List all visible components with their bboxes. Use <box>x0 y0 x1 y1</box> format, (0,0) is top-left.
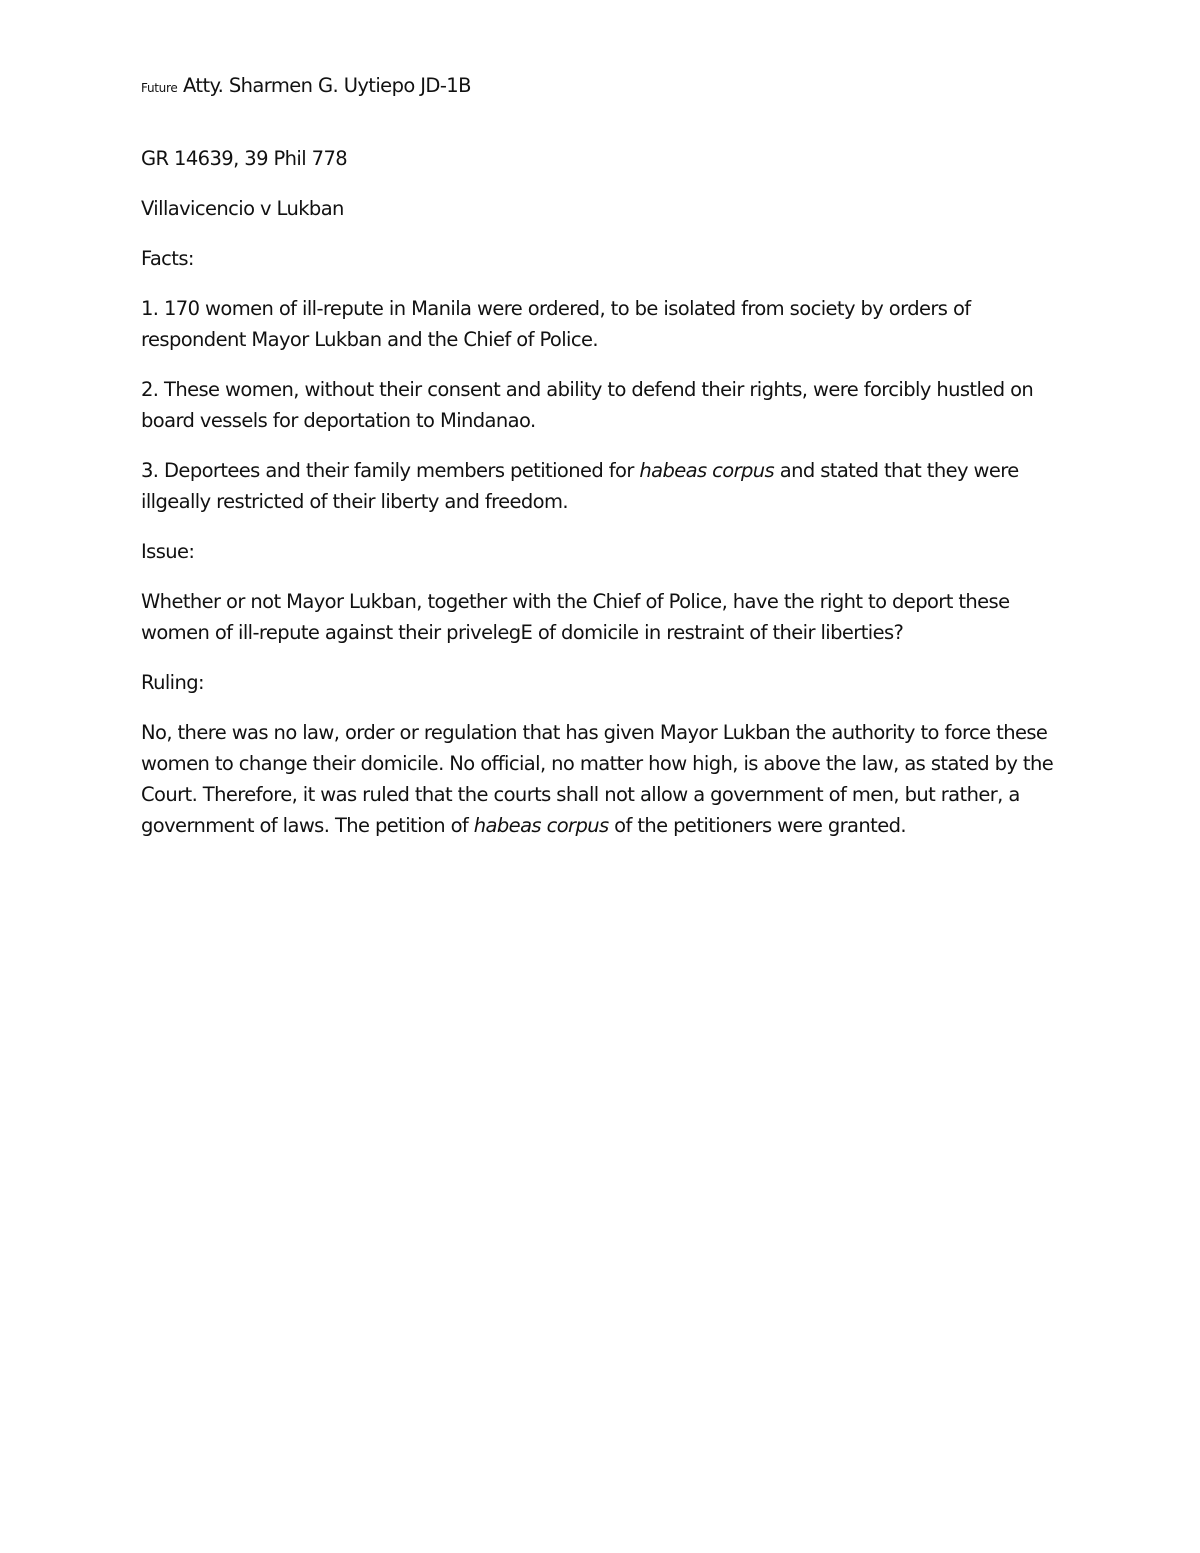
fact-item-3 <box>141 455 1066 517</box>
ruling-text-b: of the petitioners were granted. <box>608 814 906 837</box>
fact-item-3-text-b: and stated that they were illgeally restricted of their liberty and freedom. <box>141 459 1019 513</box>
header-prefix: Future <box>141 81 178 95</box>
ruling-heading: Ruling: <box>141 671 204 694</box>
facts-heading: Facts: <box>141 247 194 270</box>
issue-text: Whether or not Mayor Lukban, together with the Chief of Police, have the right to deport these women of ill-repute against their privelegE of domicile in restraint of their liberties? <box>141 590 1010 644</box>
case-citation: GR 14639, 39 Phil 778 <box>141 147 348 170</box>
fact-item-2: 2. These women, without their consent and ability to defend their rights, were forcibly hustled on board vessels for deportation to Mindanao. <box>141 378 1034 432</box>
author-line: Atty. Sharmen G. Uytiepo JD-1B <box>183 74 471 97</box>
ruling-italic: habeas corpus <box>473 814 609 837</box>
case-title: Villavicencio v Lukban <box>141 197 344 220</box>
fact-item-1: 1. 170 women of ill-repute in Manila were ordered, to be isolated from society by orders of respondent Mayor Lukban and the Chief of Police. <box>141 297 971 351</box>
ruling-text-a: No, there was no law, order or regulation that has given Mayor Lukban the authority to force these women to change their domicile. No official, no matter how high, is above the law, as stated by the Court. Therefore, it was ruled that the courts shall not allow a government of men, but rather, a government of laws. The petition of <box>141 721 1054 837</box>
document-page <box>141 70 1066 860</box>
author-header <box>141 70 1066 104</box>
ruling-text <box>141 717 1066 841</box>
fact-item-3-text-a: 3. Deportees and their family members petitioned for <box>141 459 640 482</box>
fact-item-3-italic: habeas corpus <box>639 459 775 482</box>
issue-heading: Issue: <box>141 540 195 563</box>
